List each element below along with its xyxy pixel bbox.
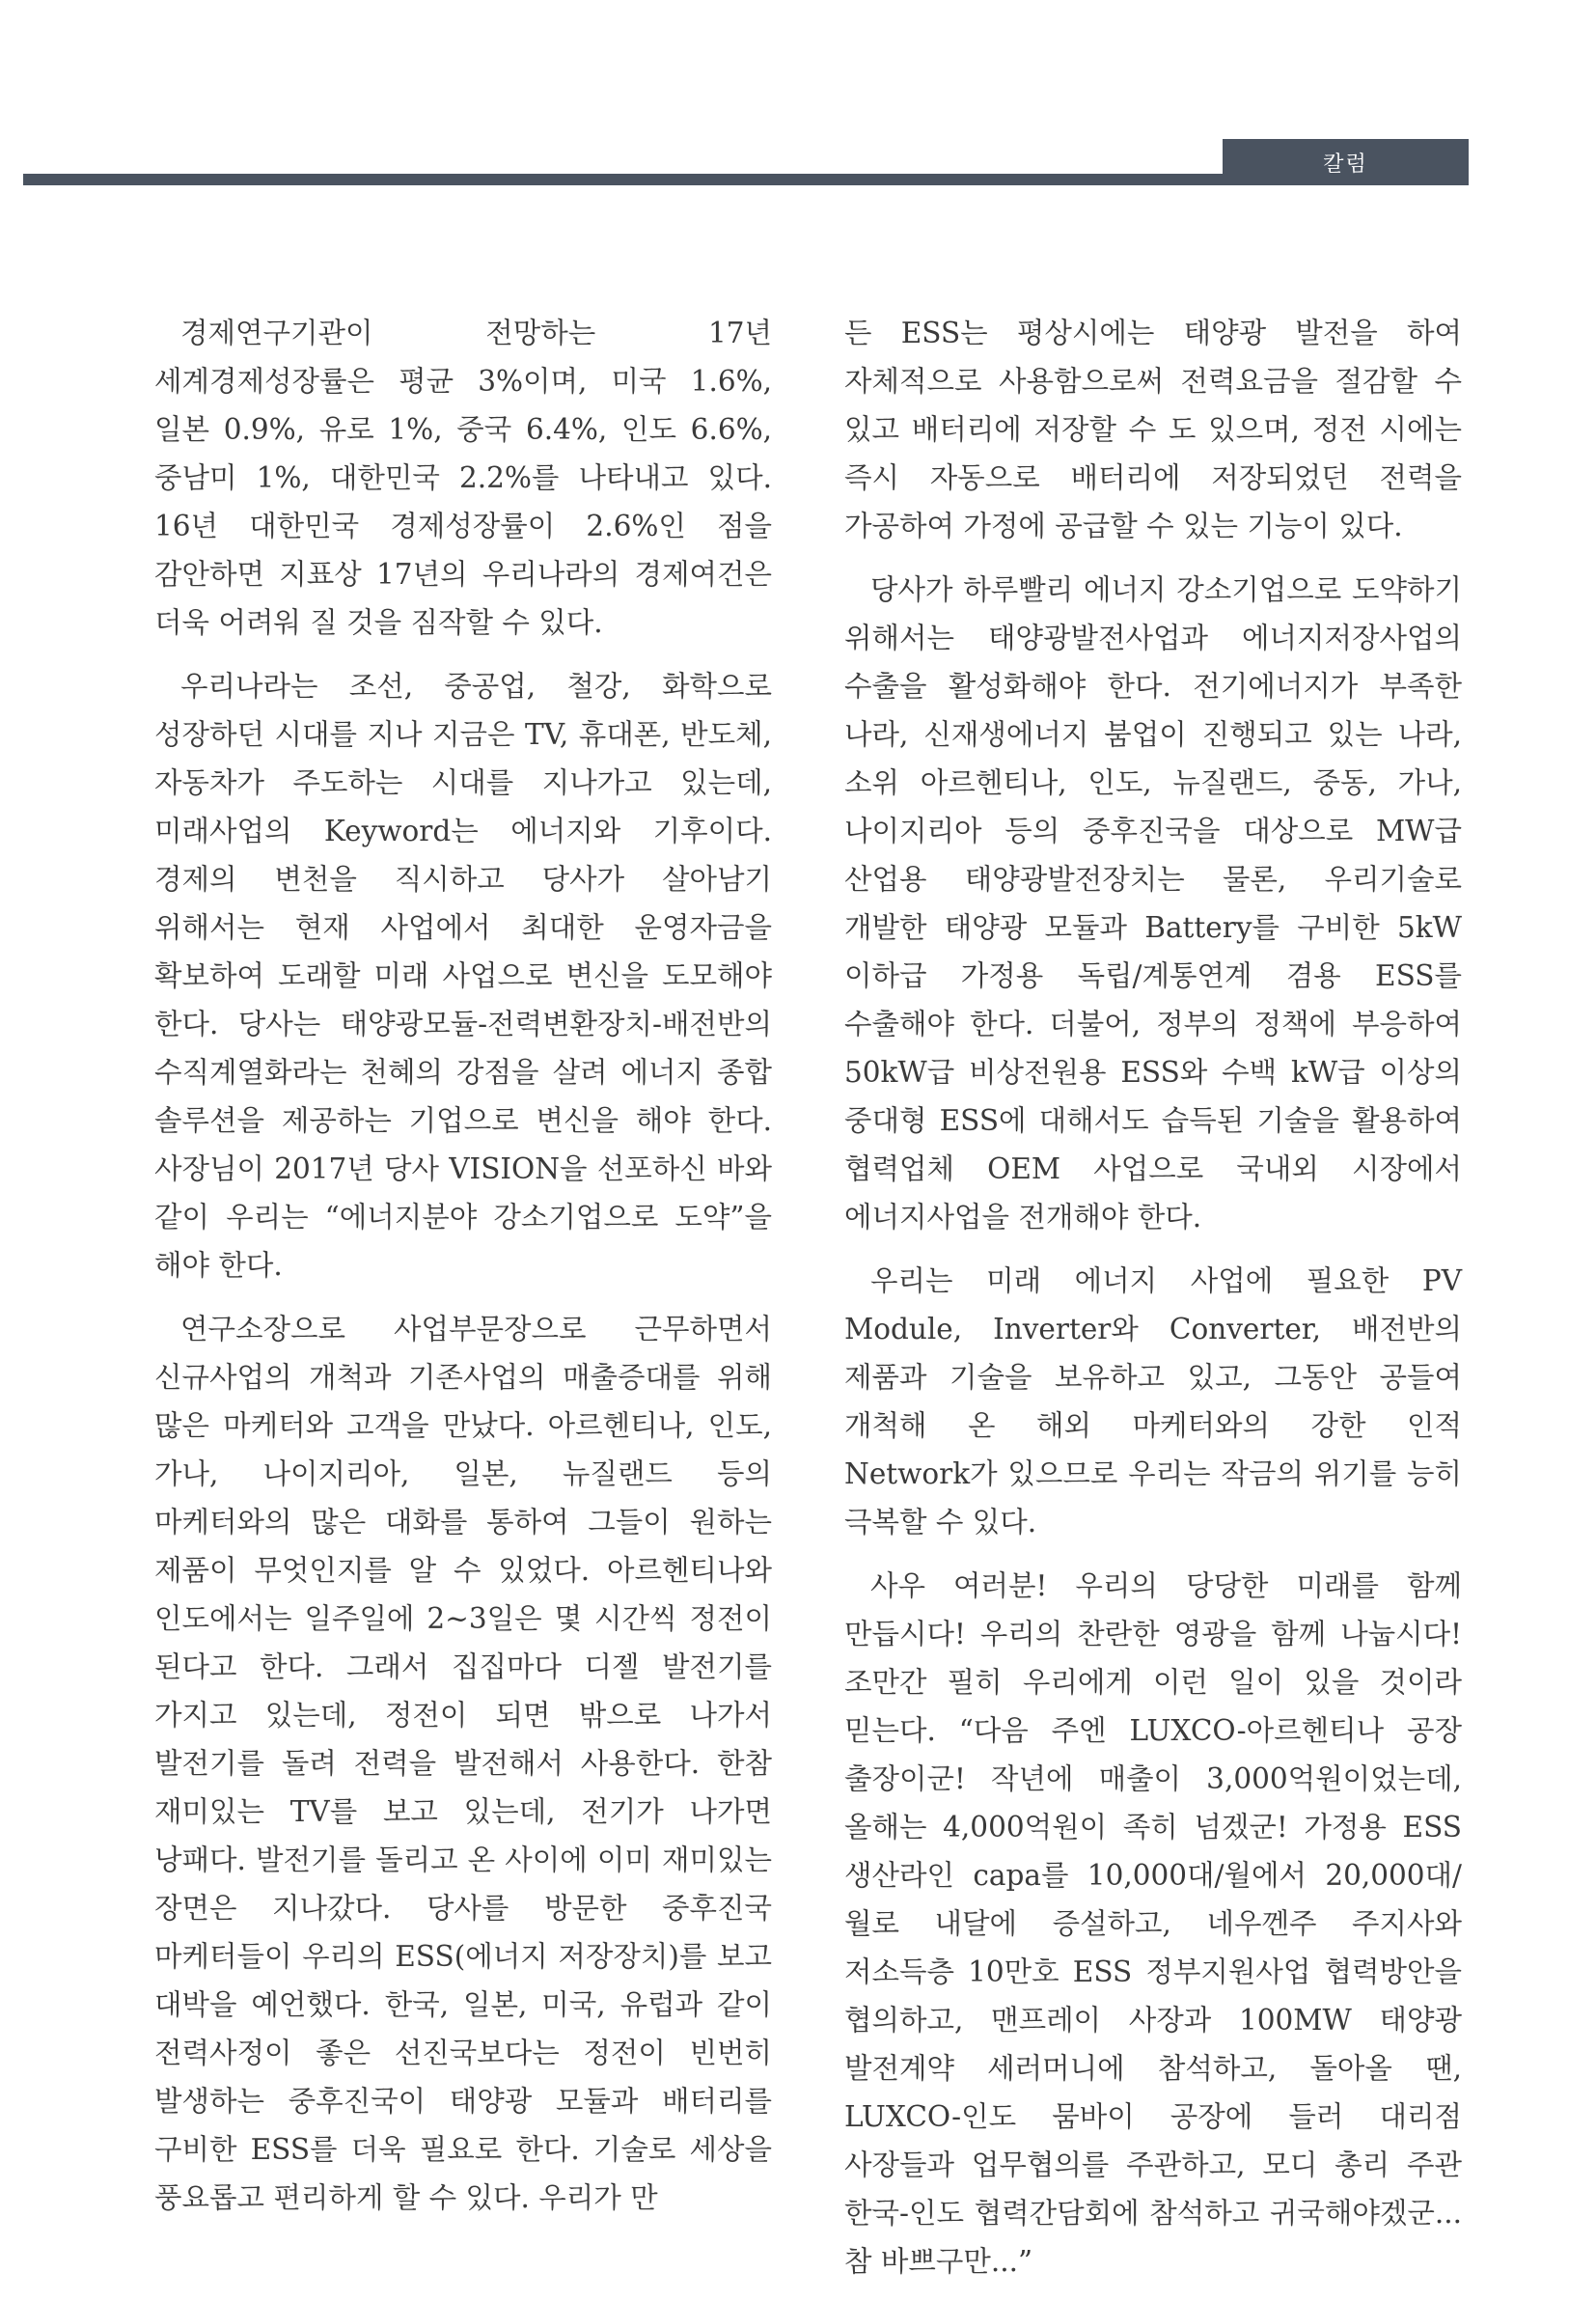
paragraph-continued: 든 ESS는 평상시에는 태양광 발전을 하여 자체적으로 사용함으로써 전력요금을 절감할 수 있고 배터리에 저장할 수 도 있으며, 정전 시에는 즉시 자동으로 배터리에 저장되었던 전력을 가공하여 가정에 공급할 수 있는 기능이 있다. bbox=[844, 317, 1462, 542]
section-label-text: 칼럼 bbox=[1323, 152, 1368, 177]
paragraph: 우리나라는 조선, 중공업, 철강, 화학으로 성장하던 시대를 지나 지금은 TV, 휴대폰, 반도체, 자동차가 주도하는 시대를 지나가고 있는데, 미래사업의 Keyword는 에너지와 기후이다. 경제의 변천을 직시하고 당사가 살아남기 위해서는 현재 사업에서 최대한 운영자금을 확보하여 도래할 미래 사업으로 변신을 도모해야 한다. 당사는 태양광모듈-전력변환장치-배전반의 수직계열화라는 천혜의 강점을 살려 에너지 종합 솔루션을 제공하는 기업으로 변신을 해야 한다. 사장님이 2017년 당사 VISION을 선포하신 바와 같이 우리는 “에너지분야 강소기업으로 도약”을 해야 한다. bbox=[154, 670, 772, 1282]
paragraph: 연구소장으로 사업부문장으로 근무하면서 신규사업의 개척과 기존사업의 매출증대를 위해 많은 마케터와 고객을 만났다. 아르헨티나, 인도, 가나, 나이지리아, 일본, 뉴질랜드 등의 마케터와의 많은 대화를 통하여 그들이 원하는 제품이 무엇인지를 알 수 있었다. 아르헨티나와 인도에서는 일주일에 2~3일은 몇 시간씩 정전이 된다고 한다. 그래서 집집마다 디젤 발전기를 가지고 있는데, 정전이 되면 밖으로 나가서 발전기를 돌려 전력을 발전해서 사용한다. 한참 재미있는 TV를 보고 있는데, 전기가 나가면 낭패다. 발전기를 돌리고 온 사이에 이미 재미있는 장면은 지나갔다. 당사를 방문한 중후진국 마케터들이 우리의 ESS(에너지 저장장치)를 보고 대박을 예언했다. 한국, 일본, 미국, 유럽과 같이 전력사정이 좋은 선진국보다는 정전이 빈번히 발생하는 중후진국이 태양광 모듈과 배터리를 구비한 ESS를 더욱 필요로 한다. 기술로 세상을 풍요롭고 편리하게 할 수 있다. 우리가 만 bbox=[154, 1313, 772, 2214]
paragraph: 우리는 미래 에너지 사업에 필요한 PV Module, Inverter와 Converter, 배전반의 제품과 기술을 보유하고 있고, 그동안 공들여 개척해 온 해외 마케터와의 강한 인적 Network가 있으므로 우리는 작금의 위기를 능히 극복할 수 있다. bbox=[844, 1264, 1462, 1539]
right-column bbox=[844, 309, 1462, 2301]
section-label bbox=[1223, 139, 1469, 185]
paragraph: 사우 여러분! 우리의 당당한 미래를 함께 만듭시다! 우리의 찬란한 영광을 함께 나눕시다! 조만간 필히 우리에게 이런 일이 있을 것이라 믿는다. “다음 주엔 LUXCO-아르헨티나 공장 출장이군! 작년에 매출이 3,000억원이었는데, 올해는 4,000억원이 족히 넘겠군! 가정용 ESS 생산라인 capa를 10,000대/월에서 20,000대/월로 내달에 증설하고, 네우껜주 주지사와 저소득층 10만호 ESS 정부지원사업 협력방안을 협의하고, 맨프레이 사장과 100MW 태양광 발전계약 세러머니에 참석하고, 돌아올 땐, LUXCO-인도 뭄바이 공장에 들러 대리점 사장들과 업무협의를 주관하고, 모디 총리 주관 한국-인도 협력간담회에 참석하고 귀국해야겠군... 참 바쁘구만...” bbox=[844, 1569, 1462, 2278]
left-column bbox=[154, 309, 772, 2237]
paragraph: 당사가 하루빨리 에너지 강소기업으로 도약하기 위해서는 태양광발전사업과 에너지저장사업의 수출을 활성화해야 한다. 전기에너지가 부족한 나라, 신재생에너지 붐업이 진행되고 있는 나라, 소위 아르헨티나, 인도, 뉴질랜드, 중동, 가나, 나이지리아 등의 중후진국을 대상으로 MW급 산업용 태양광발전장치는 물론, 우리기술로 개발한 태양광 모듈과 Battery를 구비한 5kW 이하급 가정용 독립/계통연계 겸용 ESS를 수출해야 한다. 더불어, 정부의 정책에 부응하여 50kW급 비상전원용 ESS와 수백 kW급 이상의 중대형 ESS에 대해서도 습득된 기술을 활용하여 협력업체 OEM 사업으로 국내외 시장에서 에너지사업을 전개해야 한다. bbox=[844, 573, 1462, 1234]
paragraph: 경제연구기관이 전망하는 17년 세계경제성장률은 평균 3%이며, 미국 1.6%, 일본 0.9%, 유로 1%, 중국 6.4%, 인도 6.6%, 중남미 1%, 대한민국 2.2%를 나타내고 있다. 16년 대한민국 경제성장률이 2.6%인 점을 감안하면 지표상 17년의 우리나라의 경제여건은 더욱 어려워 질 것을 짐작할 수 있다. bbox=[154, 317, 772, 639]
